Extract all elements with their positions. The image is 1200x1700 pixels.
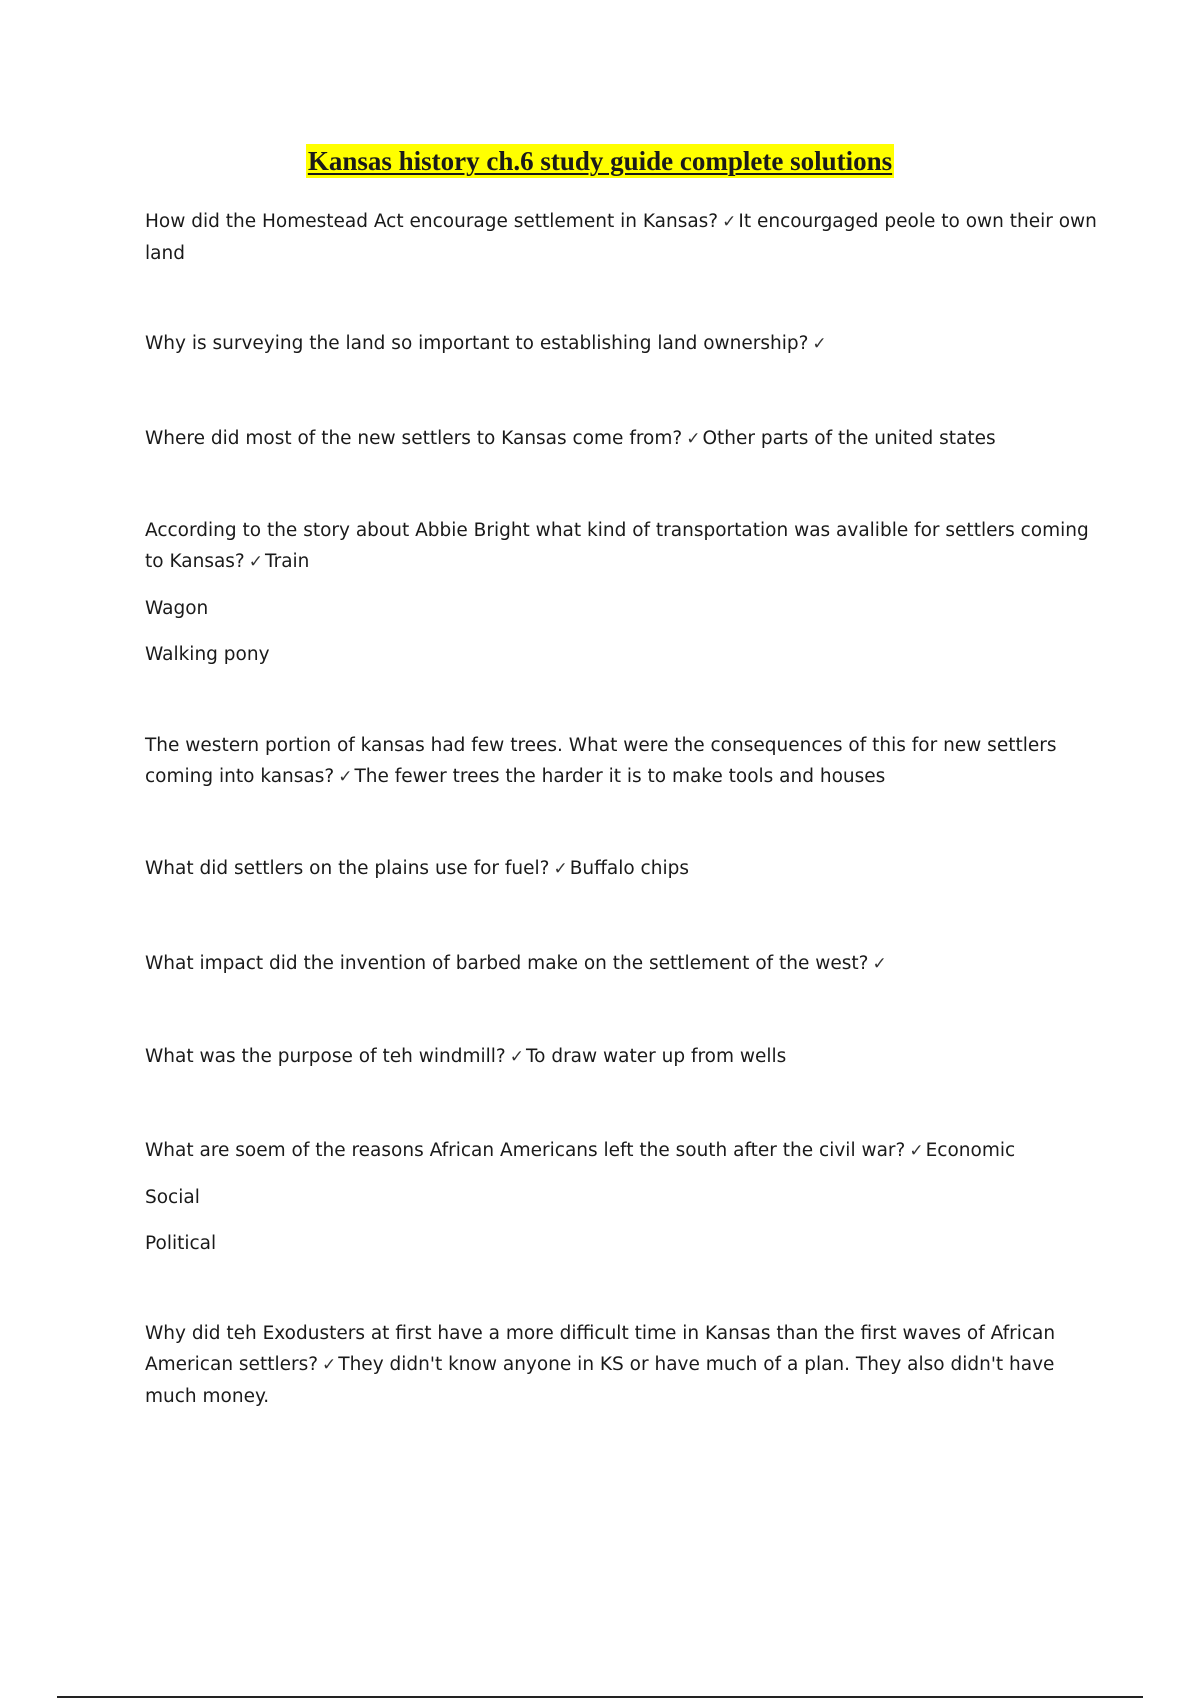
qa-line — [145, 948, 1100, 980]
answer-text: It encourgaged peole to own their own land — [145, 211, 1097, 264]
qa-line — [145, 423, 1100, 455]
question-text: The western portion of kansas had few trees. What were the consequences of this for new settlers coming into kansas? — [145, 735, 1057, 787]
checkmark-icon: ✓ — [248, 552, 264, 572]
question-text: Where did most of the new settlers to Kansas come from? — [145, 428, 683, 449]
checkmark-icon: ✓ — [509, 1047, 524, 1067]
document-title: Kansas history ch.6 study guide complete solutions — [307, 146, 893, 176]
question-text: How did the Homestead Act encourage settlement in Kansas? — [145, 211, 719, 232]
qa-line — [145, 1318, 1100, 1412]
qa-item — [145, 730, 1100, 793]
checkmark-icon: ✓ — [722, 212, 737, 232]
qa-item — [145, 948, 1100, 980]
checkmark-icon: ✓ — [909, 1141, 924, 1161]
qa-item — [145, 1135, 1100, 1259]
question-text: What was the purpose of teh windmill? — [145, 1046, 506, 1067]
checkmark-icon: ✓ — [812, 334, 827, 354]
checkmark-icon: ✓ — [338, 767, 353, 787]
answer-extra-line: Political — [145, 1233, 217, 1254]
answer-text: Other parts of the united states — [702, 428, 996, 449]
qa-line — [145, 206, 1100, 269]
qa-line — [145, 730, 1100, 793]
qa-item — [145, 423, 1100, 455]
qa-line — [145, 853, 1100, 885]
question-text: What are soem of the reasons African Americans left the south after the civil war? — [145, 1140, 906, 1161]
footer-divider — [57, 1696, 1143, 1698]
qa-item — [145, 206, 1100, 269]
answer-extra-line: Walking pony — [145, 644, 270, 665]
qa-item — [145, 853, 1100, 885]
checkmark-icon: ✓ — [322, 1355, 337, 1375]
answer-text: Buffalo chips — [569, 858, 689, 879]
qa-line — [145, 1135, 1100, 1167]
checkmark-icon: ✓ — [686, 429, 701, 449]
qa-line — [145, 1041, 1100, 1073]
checkmark-icon: ✓ — [872, 954, 887, 974]
qa-item — [145, 1041, 1100, 1073]
answer-extra-line: Wagon — [145, 598, 209, 619]
qa-line — [145, 515, 1100, 578]
answer-extra-line: Social — [145, 1187, 200, 1208]
answer-text: The fewer trees the harder it is to make tools and houses — [354, 766, 886, 787]
qa-item — [145, 515, 1100, 670]
answer-text: They didn't know anyone in KS or have much of a plan. They also didn't have much money. — [145, 1354, 1055, 1407]
qa-item — [145, 1318, 1100, 1412]
answer-text: Train — [265, 551, 310, 572]
question-text: What did settlers on the plains use for fuel? — [145, 858, 550, 879]
title-block — [0, 144, 1200, 178]
question-text: What impact did the invention of barbed make on the settlement of the west? — [145, 953, 869, 974]
qa-line — [145, 328, 1100, 360]
question-text: According to the story about Abbie Bright what kind of transportation was avalible for settlers coming to Kansas? — [145, 520, 1089, 572]
answer-text: To draw water up from wells — [525, 1046, 787, 1067]
answer-text: Economic — [925, 1140, 1016, 1161]
question-text: Why did teh Exodusters at first have a more difficult time in Kansas than the first waves of African American settlers? — [145, 1323, 1056, 1375]
question-text: Why is surveying the land so important to establishing land ownership? — [145, 333, 809, 354]
qa-item — [145, 328, 1100, 360]
checkmark-icon: ✓ — [553, 859, 568, 879]
